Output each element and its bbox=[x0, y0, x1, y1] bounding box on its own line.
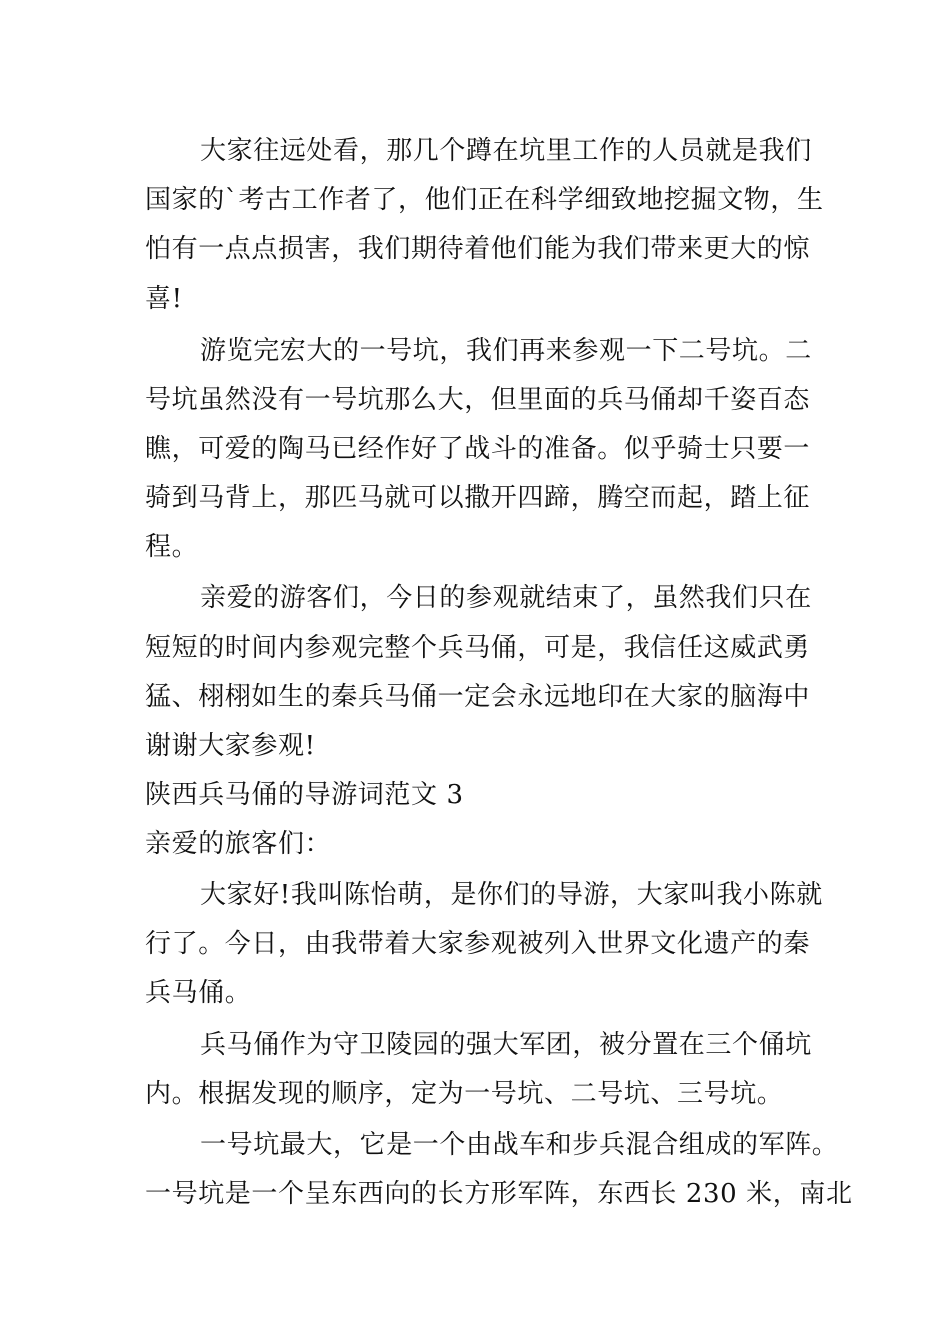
paragraph-line: 一号坑最大，它是一个由战车和步兵混合组成的军阵。 bbox=[200, 1130, 839, 1160]
paragraph-line: 一号坑是一个呈东西向的长方形军阵，东西长 230 米，南北 bbox=[145, 1179, 853, 1209]
paragraph-line: 大家好!我叫陈怡萌，是你们的导游，大家叫我小陈就 bbox=[200, 880, 823, 910]
paragraph-line: 程。 bbox=[145, 532, 199, 562]
paragraph-line: 喜! bbox=[145, 284, 183, 314]
paragraph-line: 瞧，可爱的陶马已经作好了战斗的准备。似乎骑士只要一 bbox=[145, 434, 811, 464]
paragraph-line: 大家往远处看，那几个蹲在坑里工作的人员就是我们 bbox=[200, 136, 812, 166]
salutation: 亲爱的旅客们： bbox=[145, 829, 332, 859]
paragraph-line: 号坑虽然没有一号坑那么大，但里面的兵马俑却千姿百态 bbox=[145, 385, 811, 415]
paragraph-line: 亲爱的游客们，今日的参观就结束了，虽然我们只在 bbox=[200, 583, 812, 613]
paragraph-line: 怕有一点点损害，我们期待着他们能为我们带来更大的惊 bbox=[145, 234, 811, 264]
paragraph-line: 猛、栩栩如生的秦兵马俑一定会永远地印在大家的脑海中 bbox=[145, 682, 811, 712]
paragraph-line: 兵马俑作为守卫陵园的强大军团，被分置在三个俑坑 bbox=[200, 1030, 812, 1060]
paragraph-line: 短短的时间内参观完整个兵马俑，可是，我信任这威武勇 bbox=[145, 633, 811, 663]
section-title: 陕西兵马俑的导游词范文 3 bbox=[145, 780, 464, 810]
paragraph-line: 行了。今日，由我带着大家参观被列入世界文化遗产的秦 bbox=[145, 929, 811, 959]
paragraph-line: 骑到马背上，那匹马就可以撒开四蹄，腾空而起，踏上征 bbox=[145, 483, 811, 513]
paragraph-line: 谢谢大家参观! bbox=[145, 731, 316, 761]
paragraph-line: 国家的`考古工作者了，他们正在科学细致地挖掘文物，生 bbox=[145, 185, 824, 215]
paragraph-line: 内。根据发现的顺序，定为一号坑、二号坑、三号坑。 bbox=[145, 1079, 784, 1109]
paragraph-line: 游览完宏大的一号坑，我们再来参观一下二号坑。二 bbox=[200, 336, 812, 366]
paragraph-line: 兵马俑。 bbox=[145, 978, 252, 1008]
